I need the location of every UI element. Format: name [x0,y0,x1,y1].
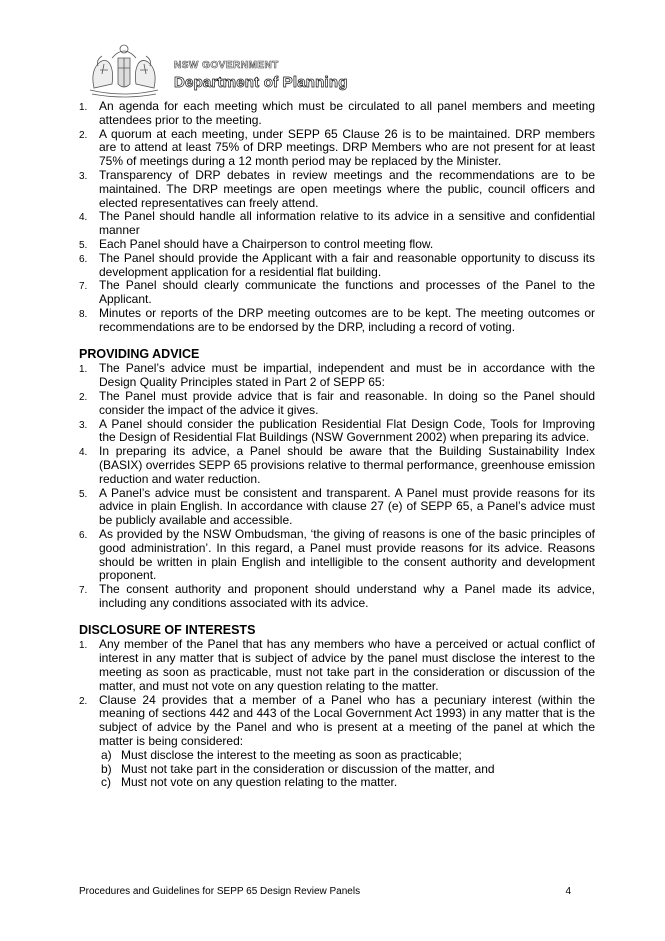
list-item: 8. Minutes or reports of the DRP meeting outcomes are to be kept. The meeting outcomes or recommendations are to be endorsed by the DRP, including a record of voting. [79,305,595,334]
section-heading-disclosure-of-interests: DISCLOSURE OF INTERESTS [79,622,256,637]
department-name: Department of Planning [174,74,348,91]
list-item: 5. A Panel’s advice must be consistent and transparent. A Panel must provide reasons for its advice in plain English. In accordance with clause 27 (e) of SEPP 65, a Panel’s advice must be publicly available and accessible. [79,485,595,528]
sublist-item: a) Must disclose the interest to the meeting as soon as practicable; [101,747,462,762]
footer-document-title: Procedures and Guidelines for SEPP 65 Design Review Panels [79,886,361,897]
list-item: 1. An agenda for each meeting which must be circulated to all panel members and meeting attendees prior to the meeting. [79,99,595,127]
document-body [79,100,595,790]
sublist-item: c) Must not vote on any question relating to the matter. [101,775,398,790]
list-item: 2. A quorum at each meeting, under SEPP 65 Clause 26 is to be maintained. DRP members are to attend at least 75% of DRP meetings. DRP Members who are not present for at least 75% of meetings during a 12 month period may be replaced by the Minister. [79,126,595,169]
list-item: 7. The Panel should clearly communicate the functions and processes of the Panel to the Applicant. [79,278,595,307]
page-number: 4 [565,886,571,897]
pecuniary-interest-sublist [99,749,595,790]
list-item: 4. In preparing its advice, a Panel should be aware that the Building Sustainability Index (BASIX) overrides SEPP 65 provisions relative to thermal performance, greenhouse emission reduction and water reduction. [79,444,595,486]
list-item: 3. A Panel should consider the publication Residential Flat Design Code, Tools for Improving the Design of Residential Flat Buildings (NSW Government 2002) when preparing its advice. [79,416,595,445]
section-heading-providing-advice: PROVIDING ADVICE [79,346,200,361]
list-item: 1. Any member of the Panel that has any members who have a perceived or actual conflict of interest in any matter that is subject of advice by the panel must disclose the interest to the meeting as soon as practicable, must not take part in the consideration or discussion of the matter, and must not vote on any question relating to the matter. [79,637,595,693]
list-item: 2. The Panel must provide advice that is fair and reasonable. In doing so the Panel should consider the impact of the advice it gives. [79,388,595,417]
providing-advice-list [79,362,595,610]
list-item: 7. The consent authority and proponent should understand why a Panel made its advice, including any conditions associated with its advice. [79,582,595,610]
sublist-item: b) Must not take part in the consideration or discussion of the matter, and [101,761,495,776]
list-item: 2. Clause 24 provides that a member of a Panel who has a pecuniary interest (within the meaning of sections 442 and 443 of the Local Government Act 1993) in any matter that is the subject of advice by the Panel and who is present at a meeting of the panel at which the matter is being considered: a) Must disclose the interest to the meeting as soon as practicable; b) Must not take part in the consideration or discussion of the matter, and c) Must not vote on any question relating to the matter. [79,692,595,790]
list-item: 6. The Panel should provide the Applicant with a fair and reasonable opportunity to discuss its development application for a residential flat building. [79,250,595,279]
meeting-requirements-list [79,100,595,335]
list-item: 4. The Panel should handle all information relative to its advice in a sensitive and confidential manner [79,209,595,238]
government-label: NSW GOVERNMENT [174,60,279,71]
list-item: 1. The Panel’s advice must be impartial, independent and must be in accordance with the Design Quality Principles stated in Part 2 of SEPP 65: [79,361,595,390]
list-item: 6. As provided by the NSW Ombudsman, ‘the giving of reasons is one of the basic principles of good administration’. In this regard, a Panel must provide reasons for its advice. Reasons should be written in plain English and intelligible to the consent authority and development proponent. [79,526,595,583]
nsw-coat-of-arms-logo [82,40,166,100]
disclosure-list [79,638,595,790]
page-header [82,40,382,102]
list-item: 5. Each Panel should have a Chairperson to control meeting flow. [79,236,434,251]
list-item: 3. Transparency of DRP debates in review meetings and the recommendations are to be maintained. The DRP meetings are open meetings where the public, council officers and elected representatives can freely attend. [79,167,595,210]
